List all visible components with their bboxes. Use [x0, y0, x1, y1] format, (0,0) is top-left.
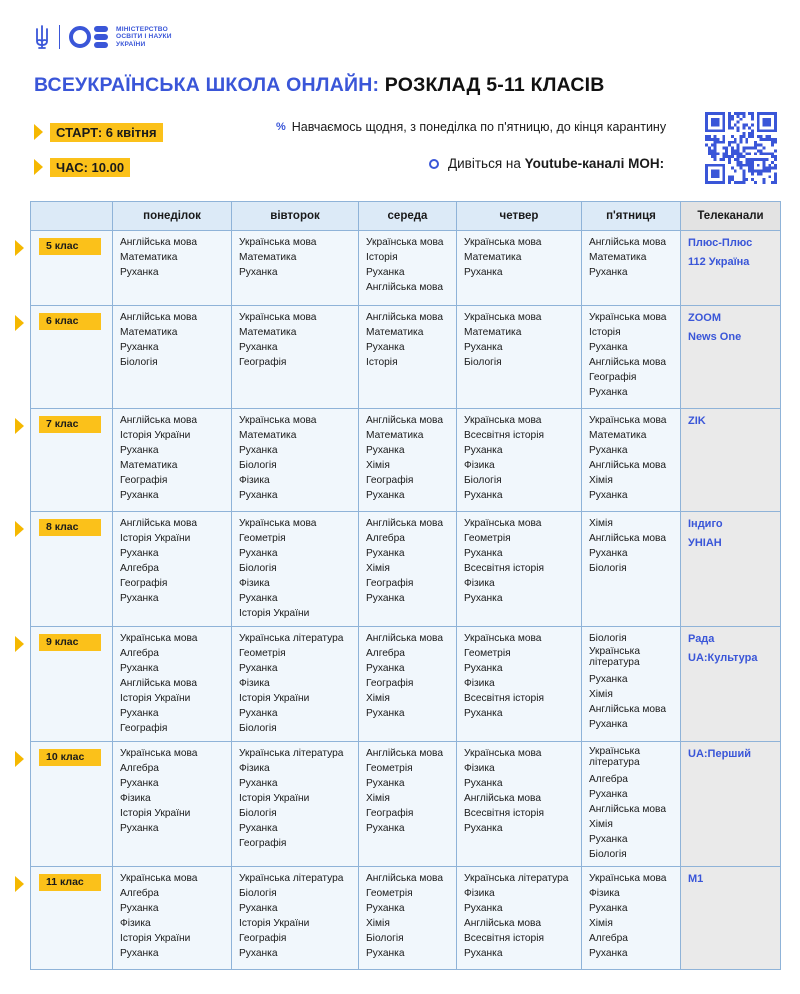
tv-channel-link[interactable]: News One — [688, 331, 742, 343]
tv-channel-link[interactable]: UA:Культура — [688, 652, 758, 664]
subject-item: Географія — [366, 578, 414, 589]
subject-item: Англійська мова — [464, 918, 542, 929]
subject-item: Географія — [589, 372, 637, 383]
subject-item: Українська мова — [589, 415, 667, 426]
subject-item: Англійська мова — [366, 312, 444, 323]
trident-icon — [34, 25, 50, 49]
day-cell — [457, 627, 582, 742]
subject-item: Українська мова — [464, 633, 542, 644]
subject-item: Руханка — [120, 663, 159, 674]
subject-item: Руханка — [366, 548, 405, 559]
subject-item: Географія — [239, 933, 287, 944]
subject-item: Руханка — [120, 342, 159, 353]
subject-item: Історія України — [239, 608, 310, 619]
subject-item: Руханка — [239, 548, 278, 559]
subject-item: Англійська мова — [120, 312, 198, 323]
subject-item: Історія України — [239, 918, 310, 929]
subject-item: Фізика — [464, 888, 495, 899]
subject-item: Українська мова — [589, 312, 667, 323]
arrow-icon — [15, 521, 24, 537]
day-cell — [113, 512, 232, 627]
subject-item: Руханка — [464, 778, 503, 789]
header-tv-channels: Телеканали — [681, 202, 781, 231]
tv-channel-link[interactable]: ZOOM — [688, 312, 721, 324]
subject-item: Хімія — [366, 793, 390, 804]
subject-item: Фізика — [239, 678, 270, 689]
subject-item: Руханка — [366, 903, 405, 914]
subject-item: Геометрія — [366, 763, 413, 774]
day-cell — [457, 231, 582, 306]
subject-item: Географія — [239, 838, 287, 849]
day-cell — [113, 409, 232, 512]
tv-channel-link[interactable]: M1 — [688, 873, 704, 885]
subject-item: Англійська мова — [366, 518, 444, 529]
day-cell — [232, 306, 359, 409]
subject-item: Руханка — [239, 342, 278, 353]
subject-item: Алгебра — [120, 888, 159, 899]
header-day: вівторок — [232, 202, 359, 231]
table-row — [31, 627, 781, 742]
day-cell — [359, 231, 457, 306]
arrow-icon — [15, 240, 24, 256]
subject-item: Біологія — [464, 475, 502, 486]
class-cell — [31, 231, 113, 306]
subject-item: Всесвітня історія — [464, 430, 544, 441]
class-badge: 10 клас — [39, 749, 101, 766]
subject-item: Англійська мова — [120, 518, 198, 529]
tv-channels-cell — [681, 512, 781, 627]
subject-item: Англійська мова — [589, 533, 667, 544]
subject-item: Руханка — [464, 948, 503, 959]
subject-item: Руханка — [120, 548, 159, 559]
subject-item: Хімія — [366, 693, 390, 704]
subject-item: Українська мова — [464, 237, 542, 248]
day-cell — [232, 231, 359, 306]
subject-item: Руханка — [120, 903, 159, 914]
subject-item: Українська мова — [464, 518, 542, 529]
subject-item: Біологія — [589, 633, 627, 644]
ministry-name: МІНІСТЕРСТВО ОСВІТИ І НАУКИ УКРАЇНИ — [116, 25, 172, 48]
class-cell — [31, 512, 113, 627]
class-badge: 7 клас — [39, 416, 101, 433]
subject-item: Руханка — [239, 267, 278, 278]
header-class — [31, 202, 113, 231]
subject-item: Геометрія — [239, 648, 286, 659]
subject-item: Географія — [366, 678, 414, 689]
subject-item: Хімія — [589, 518, 613, 529]
tv-channels-cell — [681, 627, 781, 742]
subject-item: Фізика — [239, 763, 270, 774]
day-cell — [232, 627, 359, 742]
tv-channels-cell — [681, 409, 781, 512]
subject-item: Історія України — [120, 933, 191, 944]
subject-item: Руханка — [589, 674, 628, 685]
subject-item: Англійська мова — [120, 415, 198, 426]
subject-item: Фізика — [464, 578, 495, 589]
day-cell — [457, 867, 582, 970]
subject-item: Фізика — [464, 678, 495, 689]
subject-item: Фізика — [120, 793, 151, 804]
day-cell — [232, 742, 359, 867]
day-cell — [582, 306, 681, 409]
subject-item: Географія — [239, 357, 287, 368]
subject-item: Руханка — [366, 708, 405, 719]
subject-item: Англійська мова — [366, 633, 444, 644]
table-row — [31, 867, 781, 970]
day-cell — [232, 512, 359, 627]
subject-item: Руханка — [464, 663, 503, 674]
day-cell — [113, 627, 232, 742]
subject-item: Руханка — [366, 445, 405, 456]
subject-item: Руханка — [589, 548, 628, 559]
subject-item: Руханка — [589, 789, 628, 800]
day-cell — [457, 306, 582, 409]
subject-item: Математика — [239, 327, 297, 338]
day-cell — [582, 742, 681, 867]
tv-channel-link[interactable]: Індиго — [688, 518, 723, 530]
subject-item: Руханка — [589, 342, 628, 353]
subject-item: Хімія — [366, 460, 390, 471]
subject-item: Геометрія — [464, 648, 511, 659]
subject-item: Всесвітня історія — [464, 808, 544, 819]
subject-item: Математика — [120, 327, 178, 338]
subject-item: Фізика — [589, 888, 620, 899]
subject-item: Біологія — [239, 888, 277, 899]
subject-item: Руханка — [239, 778, 278, 789]
arrow-icon — [15, 876, 24, 892]
subject-item: Англійська мова — [589, 704, 667, 715]
header-day: середа — [359, 202, 457, 231]
subject-item: Руханка — [366, 593, 405, 604]
day-cell — [113, 742, 232, 867]
table-row — [31, 409, 781, 512]
table-row — [31, 306, 781, 409]
subject-item: Математика — [239, 252, 297, 263]
subject-item: Руханка — [589, 834, 628, 845]
subject-item: Алгебра — [366, 533, 405, 544]
class-badge: 5 клас — [39, 238, 101, 255]
class-badge: 11 клас — [39, 874, 101, 891]
subject-item: Математика — [366, 327, 424, 338]
subject-item: Математика — [120, 252, 178, 263]
day-cell — [359, 742, 457, 867]
subject-item: Українська мова — [120, 748, 198, 759]
subject-item: Геометрія — [239, 533, 286, 544]
subject-item: Руханка — [366, 490, 405, 501]
tv-channel-link[interactable]: Рада — [688, 633, 715, 645]
subject-item: Біологія — [120, 357, 158, 368]
subject-item: Географія — [120, 475, 168, 486]
subject-item: Геометрія — [366, 888, 413, 899]
subject-item: Руханка — [464, 267, 503, 278]
subject-item: Руханка — [464, 342, 503, 353]
subject-item: Хімія — [589, 819, 613, 830]
subject-item: Біологія — [464, 357, 502, 368]
subject-item: Українська мова — [120, 633, 198, 644]
day-cell — [457, 409, 582, 512]
subject-item: Біологія — [589, 563, 627, 574]
subject-item: Англійська мова — [366, 748, 444, 759]
subject-item: Українська мова — [239, 415, 317, 426]
subject-item: Історія України — [120, 808, 191, 819]
tv-channel-link[interactable]: УНІАН — [688, 537, 722, 549]
subject-item: Руханка — [589, 445, 628, 456]
subject-item: Руханка — [120, 948, 159, 959]
subject-item: Всесвітня історія — [464, 933, 544, 944]
subject-item: Руханка — [239, 948, 278, 959]
day-cell — [113, 867, 232, 970]
subject-item: Алгебра — [120, 648, 159, 659]
subject-item: Українська література — [589, 646, 641, 668]
subject-item: Історія України — [120, 533, 191, 544]
subject-item: Руханка — [366, 342, 405, 353]
youtube-info: Дивіться на Youtube-каналі МОН: — [429, 156, 664, 171]
subject-item: Українська мова — [589, 873, 667, 884]
mon-logo-mark — [69, 26, 108, 48]
subject-item: Руханка — [589, 948, 628, 959]
subject-item: Біологія — [239, 808, 277, 819]
subject-item: Руханка — [366, 948, 405, 959]
subject-item: Історія України — [239, 793, 310, 804]
subject-item: Англійська мова — [120, 678, 198, 689]
day-cell — [582, 512, 681, 627]
day-cell — [232, 867, 359, 970]
ministry-logo — [34, 24, 172, 50]
subject-item: Біологія — [589, 849, 627, 860]
day-cell — [582, 231, 681, 306]
qr-code-icon[interactable] — [705, 112, 777, 184]
day-cell — [582, 627, 681, 742]
subject-item: Руханка — [366, 267, 405, 278]
class-badge: 8 клас — [39, 519, 101, 536]
subject-item: Математика — [120, 460, 178, 471]
subject-item: Українська література — [239, 633, 344, 644]
subject-item: Руханка — [589, 387, 628, 398]
logo-divider — [59, 25, 60, 49]
subject-item: Англійська мова — [366, 873, 444, 884]
subject-item: Руханка — [366, 823, 405, 834]
arrow-icon — [15, 418, 24, 434]
class-cell — [31, 867, 113, 970]
subject-item: Англійська мова — [589, 460, 667, 471]
tv-channels-cell — [681, 742, 781, 867]
subject-item: Українська мова — [366, 237, 444, 248]
subject-item: Історія України — [239, 693, 310, 704]
day-cell — [457, 512, 582, 627]
subject-item: Алгебра — [366, 648, 405, 659]
subject-item: Математика — [464, 252, 522, 263]
subject-item: Руханка — [464, 823, 503, 834]
subject-item: Українська література — [589, 746, 641, 768]
subject-item: Математика — [366, 430, 424, 441]
subject-item: Руханка — [464, 445, 503, 456]
subject-item: Руханка — [366, 778, 405, 789]
table-row — [31, 512, 781, 627]
day-cell — [359, 512, 457, 627]
subject-item: Математика — [589, 430, 647, 441]
subject-item: Українська література — [239, 748, 344, 759]
schedule-table — [30, 201, 781, 970]
subject-item: Всесвітня історія — [464, 693, 544, 704]
subject-item: Українська мова — [464, 748, 542, 759]
start-tag: СТАРТ: 6 квітня — [34, 122, 163, 142]
subject-item: Англійська мова — [464, 793, 542, 804]
class-cell — [31, 306, 113, 409]
subject-item: Руханка — [120, 267, 159, 278]
subject-item: Історія — [589, 327, 621, 338]
daily-info: % Навчаємось щодня, з понеділка по п'ятницю, до кінця карантину — [276, 120, 667, 134]
subject-item: Алгебра — [120, 763, 159, 774]
subject-item: Фізика — [239, 578, 270, 589]
day-cell — [359, 867, 457, 970]
subject-item: Історія України — [120, 693, 191, 704]
subject-item: Історія — [366, 357, 398, 368]
subject-item: Історія — [366, 252, 398, 263]
arrow-icon — [15, 636, 24, 652]
subject-item: Хімія — [589, 475, 613, 486]
subject-item: Біологія — [239, 723, 277, 734]
subject-item: Фізика — [239, 475, 270, 486]
tv-channels-cell — [681, 231, 781, 306]
subject-item: Алгебра — [589, 774, 628, 785]
subject-item: Біологія — [239, 563, 277, 574]
subject-item: Українська мова — [464, 415, 542, 426]
subject-item: Математика — [239, 430, 297, 441]
subject-item: Географія — [120, 723, 168, 734]
tv-channel-link[interactable]: ZIK — [688, 415, 706, 427]
arrow-icon — [34, 159, 43, 175]
percent-icon: % — [276, 121, 286, 133]
subject-item: Українська мова — [120, 873, 198, 884]
day-cell — [457, 742, 582, 867]
day-cell — [232, 409, 359, 512]
arrow-icon — [15, 315, 24, 331]
subject-item: Українська мова — [239, 518, 317, 529]
subject-item: Англійська мова — [589, 357, 667, 368]
class-cell — [31, 742, 113, 867]
subject-item: Алгебра — [589, 933, 628, 944]
subject-item: Руханка — [239, 903, 278, 914]
subject-item: Руханка — [589, 267, 628, 278]
subject-item: Руханка — [239, 445, 278, 456]
circle-icon — [429, 159, 439, 169]
subject-item: Руханка — [464, 548, 503, 559]
subject-item: Руханка — [464, 593, 503, 604]
subject-item: Руханка — [589, 903, 628, 914]
subject-item: Англійська мова — [366, 282, 444, 293]
header-day: понеділок — [113, 202, 232, 231]
subject-item: Алгебра — [120, 563, 159, 574]
subject-item: Руханка — [366, 663, 405, 674]
subject-item: Руханка — [239, 823, 278, 834]
subject-item: Геометрія — [464, 533, 511, 544]
table-row — [31, 231, 781, 306]
subject-item: Хімія — [366, 563, 390, 574]
subject-item: Руханка — [239, 708, 278, 719]
subject-item: Біологія — [366, 933, 404, 944]
tv-channel-link[interactable]: Плюс-Плюс — [688, 237, 753, 249]
subject-item: Історія України — [120, 430, 191, 441]
class-cell — [31, 409, 113, 512]
subject-item: Англійська мова — [120, 237, 198, 248]
subject-item: Руханка — [120, 593, 159, 604]
subject-item: Хімія — [366, 918, 390, 929]
tv-channel-link[interactable]: 112 Україна — [688, 256, 750, 268]
header-day: п'ятниця — [582, 202, 681, 231]
day-cell — [359, 409, 457, 512]
subject-item: Руханка — [589, 490, 628, 501]
subject-item: Українська мова — [239, 237, 317, 248]
subject-item: Географія — [366, 475, 414, 486]
subject-item: Українська література — [239, 873, 344, 884]
subject-item: Англійська мова — [589, 237, 667, 248]
subject-item: Руханка — [120, 708, 159, 719]
subject-item: Всесвітня історія — [464, 563, 544, 574]
subject-item: Математика — [464, 327, 522, 338]
day-cell — [582, 409, 681, 512]
table-header-row — [31, 202, 781, 231]
table-row — [31, 742, 781, 867]
arrow-icon — [34, 124, 43, 140]
day-cell — [113, 306, 232, 409]
subject-item: Географія — [366, 808, 414, 819]
day-cell — [113, 231, 232, 306]
subject-item: Руханка — [239, 593, 278, 604]
subject-item: Біологія — [239, 460, 277, 471]
subject-item: Математика — [589, 252, 647, 263]
subject-item: Українська мова — [464, 312, 542, 323]
subject-item: Руханка — [120, 778, 159, 789]
subject-item: Руханка — [120, 823, 159, 834]
subject-item: Руханка — [120, 445, 159, 456]
subject-item: Фізика — [464, 763, 495, 774]
subject-item: Руханка — [464, 903, 503, 914]
subject-item: Руханка — [464, 708, 503, 719]
day-cell — [359, 627, 457, 742]
time-tag: ЧАС: 10.00 — [34, 157, 130, 177]
subject-item: Фізика — [464, 460, 495, 471]
day-cell — [359, 306, 457, 409]
subject-item: Руханка — [239, 490, 278, 501]
subject-item: Фізика — [120, 918, 151, 929]
tv-channel-link[interactable]: UA:Перший — [688, 748, 751, 760]
subject-item: Хімія — [589, 918, 613, 929]
page-title: ВСЕУКРАЇНСЬКА ШКОЛА ОНЛАЙН: РОЗКЛАД 5-11 КЛАСІВ — [34, 74, 605, 96]
arrow-icon — [15, 751, 24, 767]
class-badge: 9 клас — [39, 634, 101, 651]
subject-item: Географія — [120, 578, 168, 589]
subject-item: Англійська мова — [366, 415, 444, 426]
day-cell — [582, 867, 681, 970]
header-day: четвер — [457, 202, 582, 231]
subject-item: Руханка — [120, 490, 159, 501]
subject-item: Англійська мова — [589, 804, 667, 815]
subject-item: Українська література — [464, 873, 569, 884]
tv-channels-cell — [681, 867, 781, 970]
class-cell — [31, 627, 113, 742]
subject-item: Руханка — [239, 663, 278, 674]
subject-item: Хімія — [589, 689, 613, 700]
subject-item: Українська мова — [239, 312, 317, 323]
tv-channels-cell — [681, 306, 781, 409]
class-badge: 6 клас — [39, 313, 101, 330]
subject-item: Руханка — [464, 490, 503, 501]
subject-item: Руханка — [589, 719, 628, 730]
